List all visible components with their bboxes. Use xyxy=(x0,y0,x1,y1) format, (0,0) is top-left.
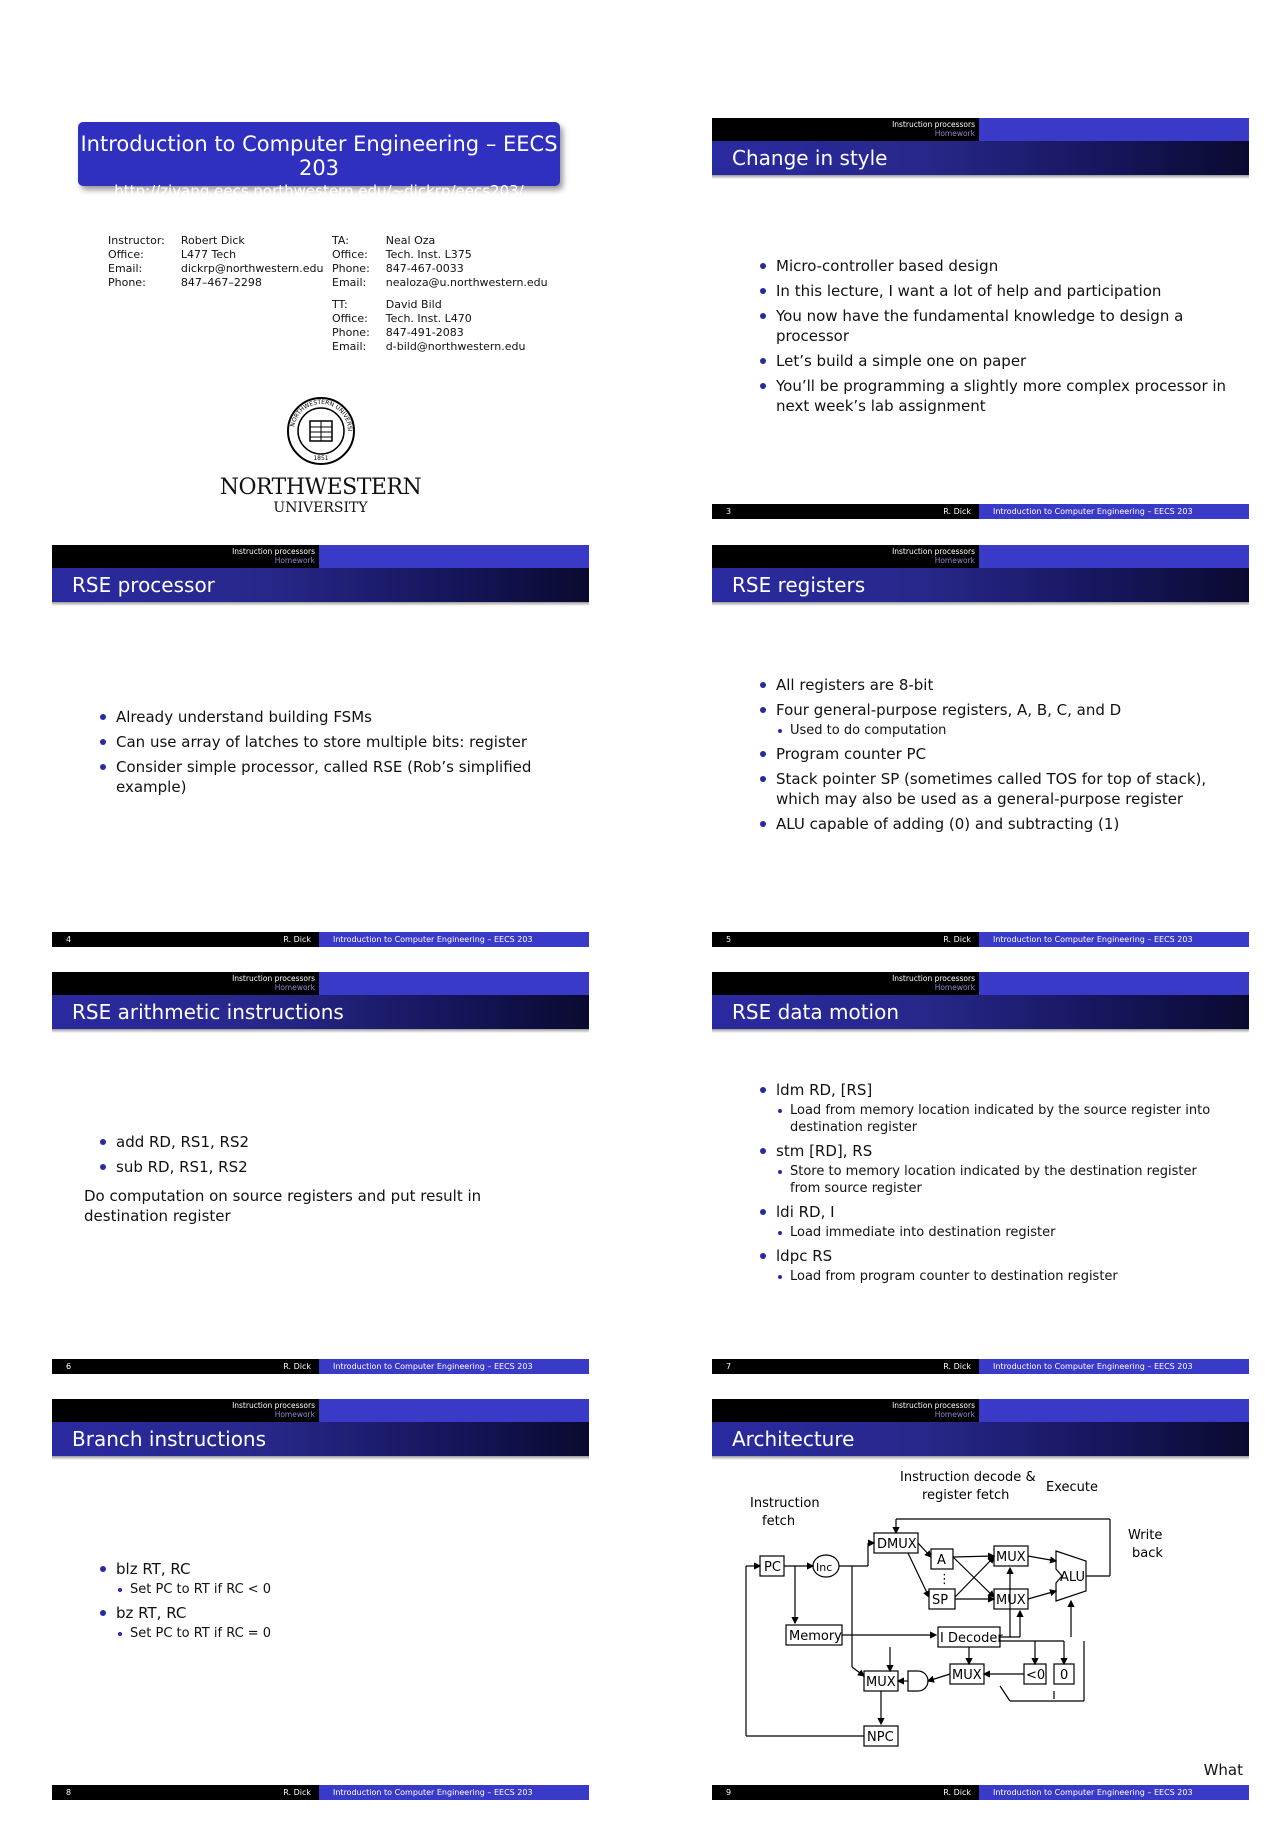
footer-course: Introduction to Computer Engineering – EECS 203 xyxy=(319,1359,589,1374)
list-item: sub RD, RS1, RS2 xyxy=(98,1157,578,1177)
inc-label: Inc xyxy=(816,1561,833,1574)
slide-heading: RSE processor xyxy=(52,568,589,602)
nav-section[interactable]: Instruction processors xyxy=(232,1401,315,1410)
ta-info xyxy=(332,234,564,290)
list-item: You now have the fundamental knowledge to design a processor xyxy=(758,306,1228,346)
slide-heading: RSE data motion xyxy=(712,995,1249,1029)
footer-author: R. Dick xyxy=(283,935,311,944)
slide-number: 9 xyxy=(726,1788,732,1797)
footer-course: Introduction to Computer Engineering – EECS 203 xyxy=(319,1785,589,1800)
nav-subsection[interactable]: Homework xyxy=(934,1410,975,1419)
list-item xyxy=(758,1080,1228,1136)
course-url[interactable]: http://ziyang.eecs.northwestern.edu/~dickrp/eecs203/ xyxy=(114,182,524,200)
bullet-list xyxy=(758,1080,1228,1285)
slide-number: 5 xyxy=(726,935,732,944)
footer xyxy=(712,932,1249,947)
sub-item: Load from memory location indicated by the source register into destination register xyxy=(776,1102,1228,1136)
stage-decode-label: register fetch xyxy=(922,1488,1010,1503)
header-nav xyxy=(52,1399,589,1422)
item-text: Four general-purpose registers, A, B, C, and D xyxy=(776,701,1122,719)
bullet-list xyxy=(758,256,1228,416)
footer xyxy=(52,932,589,947)
list-item: Micro-controller based design xyxy=(758,256,1228,276)
stage-decode-label: Instruction decode & xyxy=(900,1471,1036,1485)
list-item: Consider simple processor, called RSE (Rob’s simplified example) xyxy=(98,757,578,797)
value: d-bild@northwestern.edu xyxy=(385,340,526,353)
label: Office: xyxy=(108,248,144,261)
value: dickrp@northwestern.edu xyxy=(180,262,324,275)
nav-section[interactable]: Instruction processors xyxy=(232,974,315,983)
list-item xyxy=(758,1246,1228,1285)
footer-author: R. Dick xyxy=(943,507,971,516)
list-item: add RD, RS1, RS2 xyxy=(98,1132,578,1152)
nav-subsection[interactable]: Homework xyxy=(274,556,315,565)
value: nealoza@u.northwestern.edu xyxy=(385,276,548,289)
label: Email: xyxy=(108,262,143,275)
a-label: A xyxy=(937,1553,946,1568)
footer-course: Introduction to Computer Engineering – EECS 203 xyxy=(319,932,589,947)
paragraph: Do computation on source registers and put result in destination register xyxy=(84,1187,482,1225)
list-item: Can use array of latches to store multiple bits: register xyxy=(98,732,578,752)
value: David Bild xyxy=(385,298,442,311)
seal-text: NORTHWESTERN UNIVERSI xyxy=(288,398,353,432)
item-text: ldpc RS xyxy=(776,1247,833,1265)
header-nav xyxy=(712,118,1249,141)
footer-author: R. Dick xyxy=(283,1788,311,1797)
label: Email: xyxy=(332,340,367,353)
nav-subsection[interactable]: Homework xyxy=(934,129,975,138)
nav-section[interactable]: Instruction processors xyxy=(892,120,975,129)
slide-9 xyxy=(712,1399,1249,1826)
sub-item: Store to memory location indicated by the destination register from source register xyxy=(776,1163,1228,1197)
slide-heading: RSE registers xyxy=(712,568,1249,602)
footer-course: Introduction to Computer Engineering – EECS 203 xyxy=(979,1359,1249,1374)
idecoder-label: I Decoder xyxy=(940,1631,1003,1646)
value: Robert Dick xyxy=(180,234,245,247)
list-item: In this lecture, I want a lot of help and participation xyxy=(758,281,1228,301)
item-text: ldm RD, [RS] xyxy=(776,1081,873,1099)
dmux-label: DMUX xyxy=(877,1537,917,1552)
stage-fetch-label: fetch xyxy=(762,1514,796,1529)
slide-number: 8 xyxy=(66,1788,72,1797)
stage-write-label: Write xyxy=(1128,1528,1163,1543)
slide-heading: Architecture xyxy=(712,1422,1249,1456)
bullet-list xyxy=(98,707,578,797)
value: Tech. Inst. L375 xyxy=(385,248,472,261)
footer xyxy=(712,1359,1249,1374)
slide-number: 4 xyxy=(66,935,72,944)
pc-label: PC xyxy=(764,1560,781,1575)
slide-number: 7 xyxy=(726,1362,732,1371)
header-nav xyxy=(712,972,1249,995)
slide-4 xyxy=(52,545,589,972)
slide-3 xyxy=(712,118,1249,545)
stage-execute-label: Execute xyxy=(1046,1480,1098,1495)
lt0-label: <0 xyxy=(1026,1668,1046,1683)
label: Email: xyxy=(332,276,367,289)
course-title: Introduction to Computer Engineering – EECS 203 xyxy=(80,132,558,180)
header-nav xyxy=(52,545,589,568)
slide-7 xyxy=(712,972,1249,1399)
footer-author: R. Dick xyxy=(943,935,971,944)
nav-section[interactable]: Instruction processors xyxy=(232,547,315,556)
list-item: You’ll be programming a slightly more complex processor in next week’s lab assignment xyxy=(758,376,1228,416)
value: Neal Oza xyxy=(385,234,436,247)
bullet-list xyxy=(98,1559,578,1642)
value: 847-467-0033 xyxy=(385,262,464,275)
item-text: stm [RD], RS xyxy=(776,1142,873,1160)
sub-item: Load immediate into destination register xyxy=(776,1224,1228,1241)
list-item: Let’s build a simple one on paper xyxy=(758,351,1228,371)
label: Phone: xyxy=(332,262,370,275)
dots-label: ⋮ xyxy=(938,1572,951,1587)
nav-section[interactable]: Instruction processors xyxy=(892,547,975,556)
value: 847–467–2298 xyxy=(180,276,262,289)
label: Office: xyxy=(332,248,368,261)
footer-author: R. Dick xyxy=(943,1362,971,1371)
list-item: Stack pointer SP (sometimes called TOS for top of stack), which may also be used as a general-purpose register xyxy=(758,769,1228,809)
slide-5 xyxy=(712,545,1249,972)
and-gate xyxy=(908,1671,928,1691)
title-box xyxy=(78,122,560,200)
memory-label: Memory xyxy=(789,1629,842,1644)
footer xyxy=(52,1785,589,1800)
trailing-text: What xyxy=(1203,1761,1243,1779)
tt-info xyxy=(332,298,541,354)
slide-6 xyxy=(52,972,589,1399)
instructor-info xyxy=(108,234,339,290)
label: Instructor: xyxy=(108,234,165,247)
header-nav xyxy=(712,1399,1249,1422)
item-text: bz RT, RC xyxy=(116,1604,187,1622)
slide-number: 3 xyxy=(726,507,732,516)
footer-author: R. Dick xyxy=(283,1362,311,1371)
stage-fetch-label: Instruction xyxy=(750,1496,820,1511)
architecture-diagram xyxy=(740,1471,1180,1761)
footer xyxy=(712,1785,1249,1800)
value: 847-491-2083 xyxy=(385,326,464,339)
stage-write-label: back xyxy=(1132,1546,1163,1561)
slide-heading: RSE arithmetic instructions xyxy=(52,995,589,1029)
nav-section[interactable]: Instruction processors xyxy=(892,1401,975,1410)
university-seal-icon xyxy=(52,396,589,470)
sub-item: Set PC to RT if RC < 0 xyxy=(116,1581,578,1598)
slide-number: 6 xyxy=(66,1362,72,1371)
item-text: ldi RD, I xyxy=(776,1203,835,1221)
list-item xyxy=(98,1559,578,1598)
label: Phone: xyxy=(332,326,370,339)
npc-label: NPC xyxy=(867,1730,894,1745)
zero-label: 0 xyxy=(1060,1668,1069,1683)
nav-subsection[interactable]: Homework xyxy=(274,983,315,992)
label: Phone: xyxy=(108,276,146,289)
mux-3-label: MUX xyxy=(866,1675,896,1690)
list-item: Program counter PC xyxy=(758,744,1228,764)
list-item xyxy=(758,1202,1228,1241)
bullet-list xyxy=(758,675,1228,834)
footer-course: Introduction to Computer Engineering – EECS 203 xyxy=(979,932,1249,947)
nav-subsection[interactable]: Homework xyxy=(934,983,975,992)
sub-item: Load from program counter to destination register xyxy=(776,1268,1228,1285)
value: Tech. Inst. L470 xyxy=(385,312,472,325)
sub-item: Used to do computation xyxy=(776,722,1228,739)
footer xyxy=(52,1359,589,1374)
footer xyxy=(712,504,1249,519)
label: TA: xyxy=(332,234,349,247)
seal-year: 1851 xyxy=(312,455,329,462)
mux-top-label: MUX xyxy=(996,1550,1026,1565)
list-item: ALU capable of adding (0) and subtracting (1) xyxy=(758,814,1228,834)
mux-4-label: MUX xyxy=(952,1668,982,1683)
nav-subsection[interactable]: Homework xyxy=(274,1410,315,1419)
label: Office: xyxy=(332,312,368,325)
slide-heading: Branch instructions xyxy=(52,1422,589,1456)
list-item: Already understand building FSMs xyxy=(98,707,578,727)
slide-title xyxy=(52,122,589,549)
header-nav xyxy=(52,972,589,995)
slide-heading: Change in style xyxy=(712,141,1249,175)
list-item xyxy=(758,700,1228,739)
nav-section[interactable]: Instruction processors xyxy=(892,974,975,983)
sub-item: Set PC to RT if RC = 0 xyxy=(116,1625,578,1642)
mux-bottom-label: MUX xyxy=(996,1593,1026,1608)
alu-label: ALU xyxy=(1060,1570,1086,1585)
footer-course: Introduction to Computer Engineering – EECS 203 xyxy=(979,504,1249,519)
sp-label: SP xyxy=(932,1593,949,1608)
list-item: All registers are 8-bit xyxy=(758,675,1228,695)
slide-8 xyxy=(52,1399,589,1826)
footer-course: Introduction to Computer Engineering – EECS 203 xyxy=(979,1785,1249,1800)
list-item xyxy=(758,1141,1228,1197)
university-name: NORTHWESTERN xyxy=(219,475,422,500)
bullet-list xyxy=(98,1132,578,1177)
header-nav xyxy=(712,545,1249,568)
value: L477 Tech xyxy=(180,248,237,261)
university-sub: UNIVERSITY xyxy=(273,500,368,516)
list-item xyxy=(98,1603,578,1642)
item-text: blz RT, RC xyxy=(116,1560,191,1578)
label: TT: xyxy=(332,298,348,311)
footer-author: R. Dick xyxy=(943,1788,971,1797)
nav-subsection[interactable]: Homework xyxy=(934,556,975,565)
